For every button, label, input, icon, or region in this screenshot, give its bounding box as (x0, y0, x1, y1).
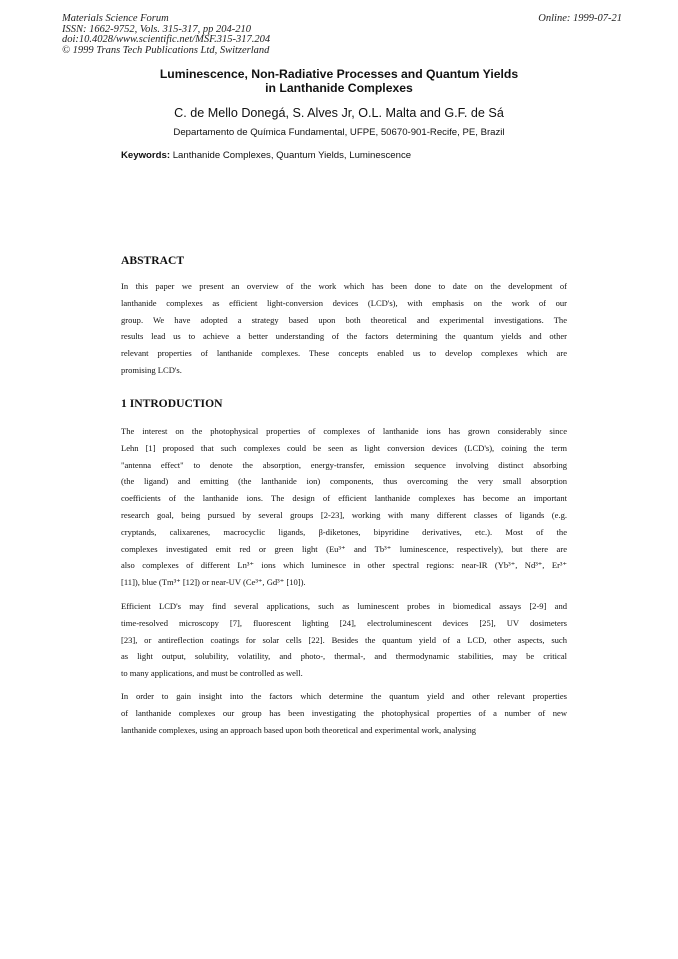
doi-line[interactable]: doi:10.4028/www.scientific.net/MSF.315-317.204 (62, 34, 271, 46)
title-line-1: Luminescence, Non-Radiative Processes and Quantum Yields (159, 67, 519, 81)
abstract-heading: ABSTRACT (121, 254, 185, 267)
copyright-line: © 1999 Trans Tech Publications Ltd, Switzerland (62, 44, 270, 56)
text-line: cryptands, calixarenes, macrocyclic ligands, β-diketones, bipyridine derivatives, etc.). Most of the (121, 526, 567, 537)
paper-title (60, 67, 618, 95)
text-line: also complexes of different Ln³⁺ ions which luminesce in other spectral regions: near-IR (Yb³⁺, Nd³⁺, Er³⁺ (121, 560, 567, 571)
text-line: coefficients of the lanthanide ions. The design of efficient lanthanide complexes has become an important (121, 493, 567, 504)
keywords (121, 150, 411, 161)
intro-paragraph-3 (121, 688, 567, 738)
journal-name: Materials Science Forum (62, 13, 169, 24)
text-line: promising LCD's. (121, 364, 182, 375)
text-line: Lehn [1] proposed that such complexes could be seen as light conversion devices (LCD's), coining the term (121, 442, 567, 453)
issn-line: ISSN: 1662-9752, Vols. 315-317, pp 204-210 (62, 23, 251, 35)
text-line: time-resolved microscopy [7], fluorescent lighting [24], electroluminescent devices [25], UV dosimeters (121, 617, 567, 628)
introduction-heading: 1 INTRODUCTION (121, 397, 223, 410)
keywords-label: Keywords: (121, 150, 171, 161)
intro-paragraph-1 (121, 423, 567, 591)
text-line: "antenna effect" to denote the absorption, energy-transfer, emission sequence involving distinct absorbing (121, 459, 567, 470)
text-line: lanthanide complexes as efficient light-conversion devices (LCD's), with emphasis on the work of our (121, 297, 567, 308)
text-line: research goal, being pursued by several groups [2-23], working with many different classes of ligands (e.g. (121, 509, 567, 520)
text-line: (the ligand) and emitting (the lanthanide ion) components, thus overcoming the very small absorption (121, 476, 567, 487)
text-line: [11]), blue (Tm³⁺ [12]) or near-UV (Ce³⁺, Gd³⁺ [10]). (121, 577, 306, 588)
intro-paragraph-2 (121, 598, 567, 682)
text-line: of lanthanide complexes our group has been investigating the photophysical properties of a number of new (121, 707, 567, 718)
text-line: complexes investigated emit red or green light (Eu³⁺ and Tb³⁺ luminescence, respectively), but there are (121, 543, 567, 554)
text-line: Efficient LCD's may find several applications, such as luminescent probes in biomedical assays [2-9] and (121, 601, 567, 611)
text-line: The interest on the photophysical properties of complexes of lanthanide ions has grown considerably since (121, 426, 567, 436)
abstract-paragraph (121, 278, 567, 379)
text-line: relevant properties of lanthanide complexes. These concepts enabled us to develop complexes which are (121, 348, 567, 359)
title-line-2: in Lanthanide Complexes (265, 81, 413, 95)
text-line: results lead us to achieve a better understanding of the factors determining the quantum yields and other (121, 331, 567, 342)
affiliation: Departamento de Química Fundamental, UFPE, 50670-901-Recife, PE, Brazil (173, 127, 505, 138)
text-line: group. We have adopted a strategy based upon both theoretical and experimental investigations. The (121, 314, 567, 325)
text-line: lanthanide complexes, using an approach based upon both theoretical and experimental work, analysing (121, 724, 477, 735)
online-date: Online: 1999-07-21 (538, 13, 622, 24)
text-line: [23], or antireflection coatings for solar cells [22]. Besides the quantum yield of a LCD, other aspects, such (121, 634, 567, 645)
text-line: In this paper we present an overview of the work which has been done to date on the development of (121, 281, 567, 291)
text-line: to many applications, and must be controlled as well. (121, 668, 303, 679)
author-list: C. de Mello Donegá, S. Alves Jr, O.L. Malta and G.F. de Sá (174, 106, 504, 120)
journal-header (62, 14, 622, 56)
text-line: In order to gain insight into the factors which determine the quantum yield and other relevant properties (121, 691, 567, 701)
keywords-text: Lanthanide Complexes, Quantum Yields, Luminescence (170, 150, 412, 161)
text-line: as light output, solubility, volatility, and photo-, thermal-, and thermodynamic stabilities, may be critical (121, 651, 567, 662)
